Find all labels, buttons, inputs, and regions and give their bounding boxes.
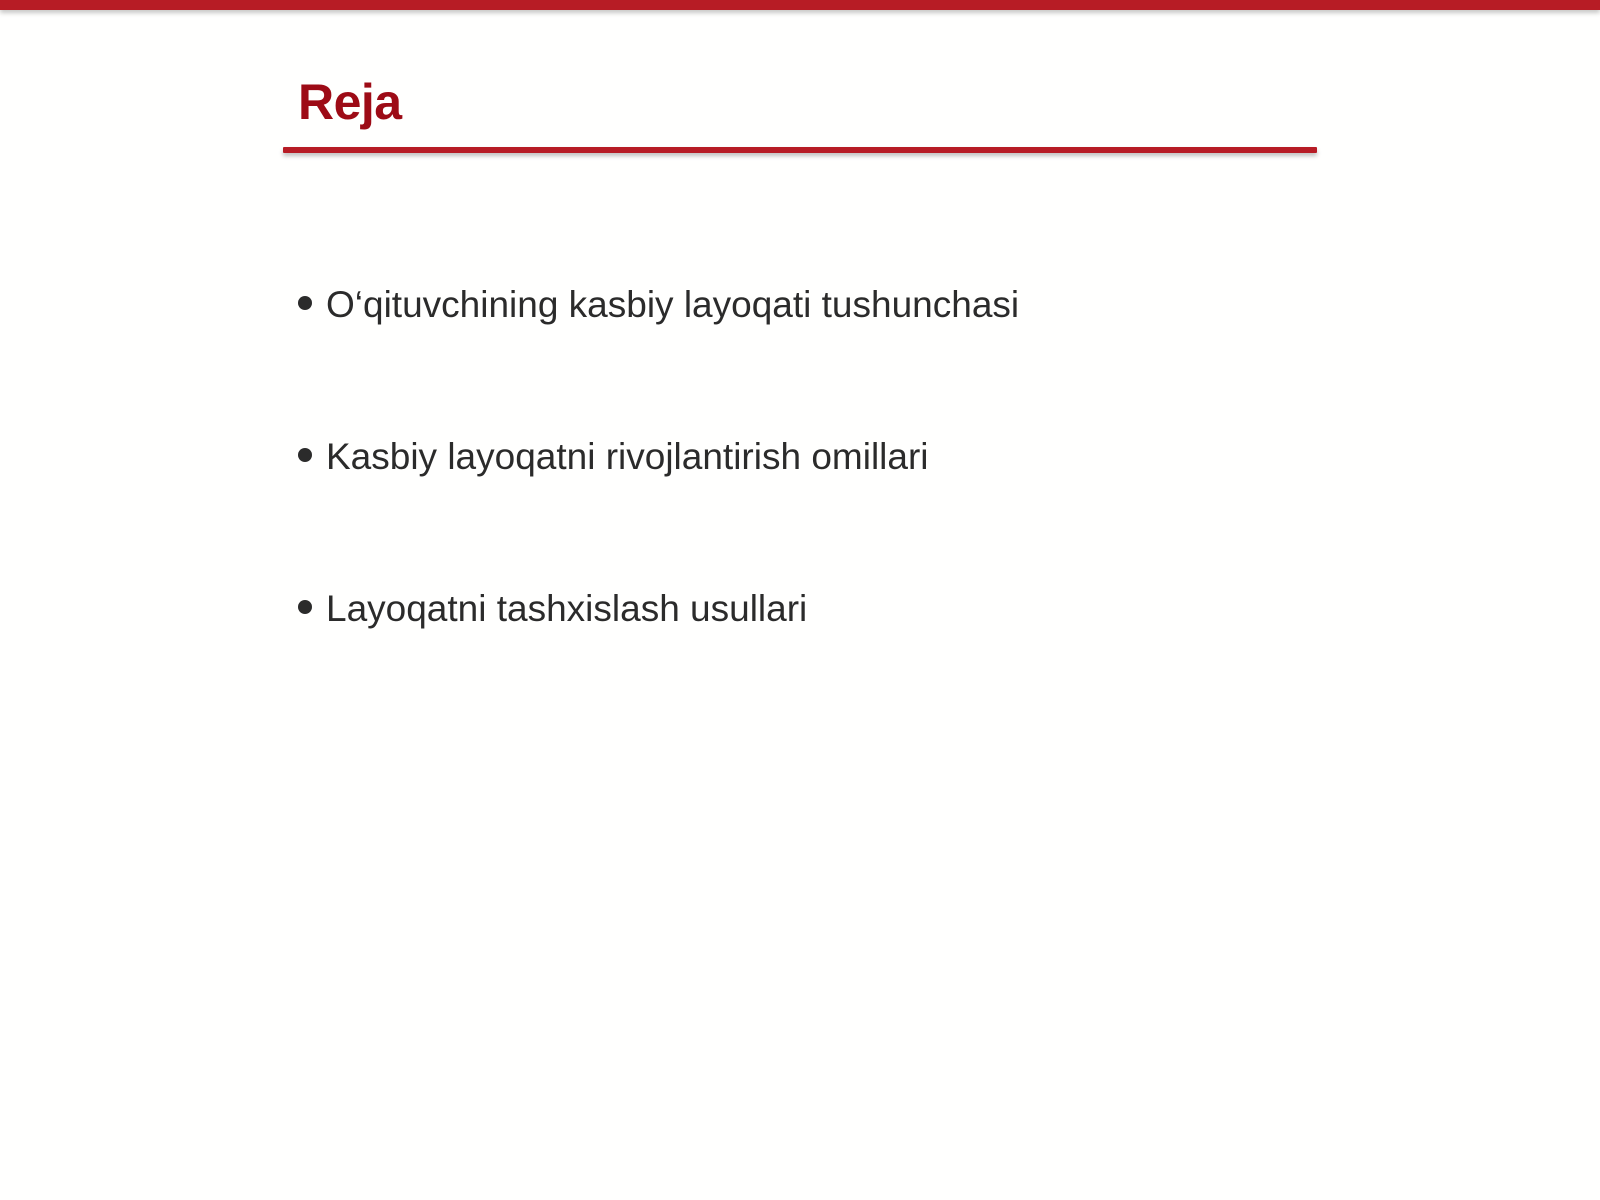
- bullet-dot-icon: [298, 296, 312, 310]
- bullet-dot-icon: [298, 600, 312, 614]
- bullet-text: O‘qituvchining kasbiy layoqati tushunchasi: [326, 284, 1020, 325]
- bullet-item: [298, 432, 929, 482]
- top-accent-bar: [0, 0, 1600, 10]
- title-underline: [283, 147, 1317, 153]
- bullet-text: Kasbiy layoqatni rivojlantirish omillari: [326, 436, 929, 477]
- bullet-item: [298, 280, 1019, 330]
- bullet-item: [298, 584, 807, 634]
- bullet-dot-icon: [298, 448, 312, 462]
- bullet-text: Layoqatni tashxislash usullari: [326, 588, 808, 629]
- slide-title: Reja: [298, 74, 402, 130]
